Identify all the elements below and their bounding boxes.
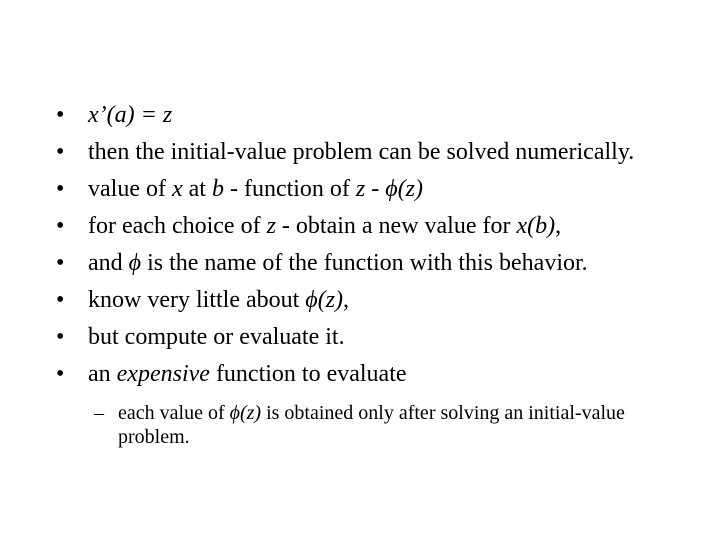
text-segment: ϕ(z) <box>305 287 344 313</box>
bullet-item <box>54 209 684 243</box>
text-segment: x <box>171 176 183 202</box>
bullet-item <box>54 357 684 449</box>
sub-bullet-item <box>88 401 684 449</box>
text-segment: ϕ(z) <box>229 402 262 424</box>
text-segment: for each choice of <box>88 213 267 239</box>
text-segment: b <box>211 176 224 202</box>
text-segment: ϕ <box>128 250 142 276</box>
text-segment: expensive <box>116 361 210 387</box>
bullet-list <box>54 98 684 452</box>
bullet-item <box>54 98 684 132</box>
text-segment: , <box>343 287 350 313</box>
text-segment: function to evaluate <box>209 361 407 387</box>
bullet-item <box>54 320 684 354</box>
bullet-item <box>54 172 684 206</box>
sub-bullet-list <box>88 401 684 449</box>
text-segment: each value of <box>118 402 230 424</box>
text-segment: ϕ(z) <box>385 176 424 202</box>
text-segment: but compute or evaluate it. <box>88 324 345 350</box>
text-segment: an <box>88 361 117 387</box>
bullet-item <box>54 135 684 169</box>
text-segment: - function of <box>223 176 356 202</box>
text-segment: is obtained only after solving an initial-value problem. <box>118 402 625 448</box>
text-segment: - <box>365 176 386 202</box>
bullet-item <box>54 246 684 280</box>
text-segment: know very little about <box>88 287 306 313</box>
text-segment: z <box>355 176 366 202</box>
text-segment: - obtain a new value for <box>275 213 517 239</box>
text-segment: x(b) <box>516 213 556 239</box>
bullet-item <box>54 283 684 317</box>
text-segment: and <box>88 250 129 276</box>
text-segment: , <box>555 213 562 239</box>
text-segment: at <box>182 176 212 202</box>
text-segment: is the name of the function with this behavior. <box>141 250 588 276</box>
bullet-text <box>88 361 407 387</box>
text-segment: value of <box>88 176 172 202</box>
text-segment: then the initial-value problem can be solved numerically. <box>88 139 635 165</box>
text-segment: x’(a) = z <box>88 102 173 128</box>
text-segment: z <box>266 213 276 239</box>
